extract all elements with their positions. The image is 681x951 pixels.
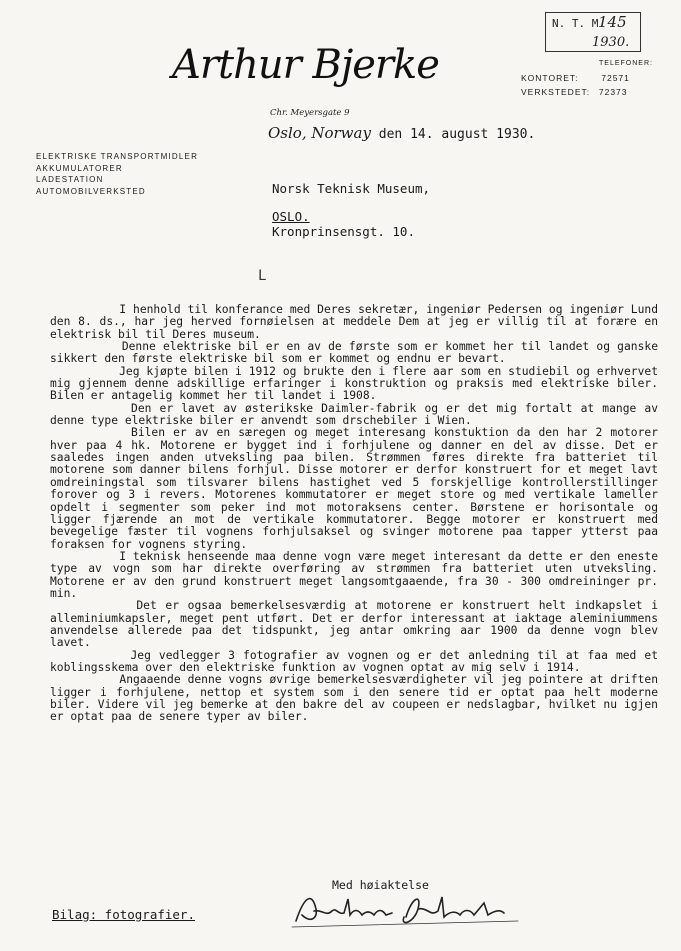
body-paragraph: I henhold til konferance med Deres sekretær, ingeniør Pedersen og ingeniør Lund den 8. ds., har jeg herved fornøielsen at meddele Dem at jeg er villig til at forære en elektrisk bil til Deres museum. <box>50 303 665 341</box>
body-paragraph: I teknisk henseende maa denne vogn være meget interesant da dette er den eneste type av vogn som har direkte overføring av strømmen fra batteriet uten utveksling. Motorene er av den grund konstruert meget langsomtgaaende, fra 30 - 300 omdreininger pr. min. <box>50 549 665 600</box>
body-paragraph: Jeg vedlegger 3 fotografier av vognen og er det anledning til at faa med et koblingsskema over den elektriske funktion av vognen optat av mig selv i 1914. <box>50 648 665 674</box>
telephone-number: 72373 <box>598 87 628 97</box>
recipient-street: Kronprinsensgt. 10. <box>272 224 415 239</box>
stamp-number: 145 <box>598 13 627 31</box>
business-line: AUTOMOBILVERKSTED <box>36 186 146 196</box>
telephone-header: TELEFONER: <box>599 60 653 67</box>
enclosure-note: Bilag: fotografier. <box>52 907 195 922</box>
body-paragraph: Denne elektriske bil er en av de første som er kommet her til landet og ganske sikkert den første elektriske bil som er kommet og endnu er bevart. <box>50 340 665 366</box>
business-line: ELEKTRISKE TRANSPORTMIDLER <box>36 152 199 161</box>
telephone-row <box>521 85 630 99</box>
company-address: Chr. Meyersgate 9 <box>270 108 350 118</box>
telephone-block <box>521 57 653 99</box>
business-lines <box>36 151 198 197</box>
body-paragraph: Jeg kjøpte bilen i 1912 og brukte den i flere aar som en studiebil og erhvervet mig gjennem denne adskillige erfaringer i konstruktion og praksis med elektriske biler. Bilen er antagelig kommet her til landet i 1908. <box>50 364 665 403</box>
company-logo: Arthur Bjerke <box>172 42 439 88</box>
body-paragraph: Det er ogsaa bemerkelsesværdig at motorene er konstruert helt indkapslet i alleminiumkapsler, meget pent utført. Det er derfor interessant at iaktage aleminiummens anvendelse allerede paa det tidspunkt, jeg antar omkring aar 1900 da denne vogn blev lavet. <box>50 599 665 650</box>
business-line: LADESTATION <box>36 175 104 184</box>
body-paragraph: Angaaende denne vogns øvrige bemerkelsesværdigheter vil jeg pointere at driften ligger i forhjulene, nettop et system som i den senere tid er optat paa helt moderne biler. Videre vil jeg bemerke at den bakre del av coupeen er nedslagbar, hvilket nu igjen er optat paa de senere typer av biler. <box>50 673 665 724</box>
stamp-label: N. T. M. <box>552 17 605 30</box>
letter-date: den 14. august 1930. <box>378 127 536 142</box>
pencil-mark: L <box>258 268 267 284</box>
city: Oslo, Norway <box>268 124 371 142</box>
body-paragraph: Bilen er av en særegen og meget interesang konstuktion da den har 2 motorer hver paa 4 hk. Motorene er bygget ind i forhjulene og danner en del av disse. Det er saaledes ingen anden utveksling paa bilen. Strømmen føres direkte fra batteriet til motorene som danner bilens forhjul. Disse motorer er derfor konstruert for et meget lavt omdreiningstal som tilsvarer bilens hastighet ved 5 forskjellige kontrollerstillinger forover og 3 i revers. Motorenes kommutatorer er meget store og med vertikale lameller opdelt i segmenter som peker ind mot motoraksens center. Børstene er horisontale og ligger fjærende an mot de vertikale kommutatorer. Begge motorer er konstruert med bevegelige fæster til vognens forhjulsaksel og svinger motorene paa tapper ytterst paa foraksen for vognens styring. <box>50 426 665 551</box>
closing: Med høiaktelse <box>332 878 429 892</box>
recipient-name: Norsk Teknisk Museum, <box>272 181 431 196</box>
recipient-city: OSLO. <box>272 209 310 224</box>
place-date-line <box>268 124 535 142</box>
telephone-number: 72571 <box>601 73 630 83</box>
telephone-label: VERKSTEDET: <box>521 87 591 97</box>
museum-stamp <box>545 12 641 52</box>
body-paragraph: Den er lavet av østerikske Daimler-fabrik og er det mig fortalt at mange av denne type elektriske biler er anvendt som drschebiler i Wien. <box>50 401 665 428</box>
telephone-row <box>521 71 630 85</box>
stamp-year: 1930. <box>592 35 630 50</box>
letter-body <box>50 303 665 724</box>
telephone-label: KONTORET: <box>521 73 579 83</box>
signature <box>288 887 538 932</box>
recipient-block <box>272 181 430 239</box>
business-line: AKKUMULATORER <box>36 163 123 173</box>
